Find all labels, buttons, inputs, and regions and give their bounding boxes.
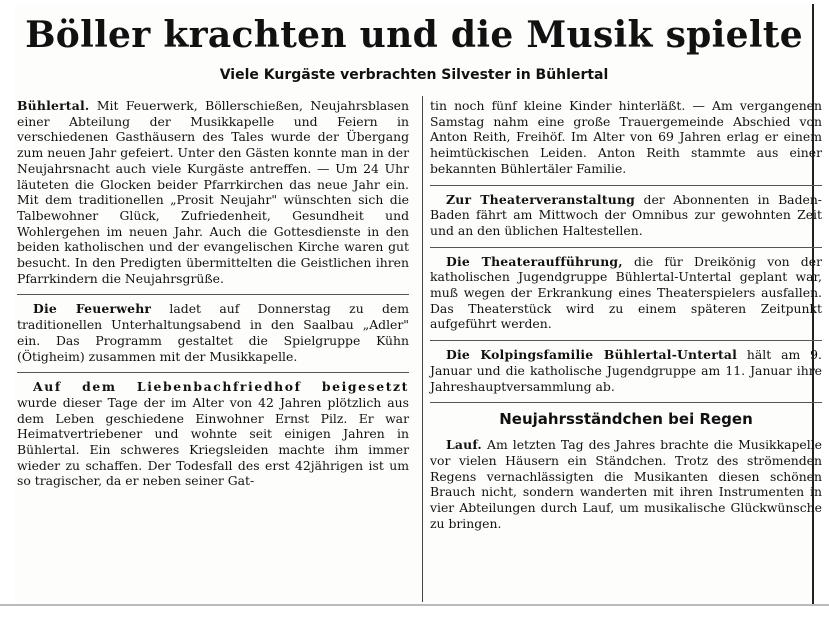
paragraph-text: die für Dreikönig von der katholischen Jugendgruppe Bühlertal-Untertal geplant war, muß wegen der Erkrankung eines Theaterspielers ausfallen. Das Theaterstück wird zu einem späteren Zeitpunkt aufgeführt werden. [430, 253, 822, 332]
paragraph-friedhof [17, 379, 409, 489]
paragraph-rule [17, 372, 409, 373]
paragraph-rule [430, 247, 822, 248]
paragraph-lead: Lauf. [446, 437, 482, 453]
paragraph-rule [17, 294, 409, 295]
paragraph-rule [430, 185, 822, 186]
section-heading: Neujahrsständchen bei Regen [499, 410, 753, 429]
right-column [430, 98, 822, 539]
paragraph-lauf [430, 437, 822, 531]
paragraph-buehlertal [17, 98, 409, 286]
paragraph-rule [430, 340, 822, 341]
paragraph-text: der Abonnenten in Baden-Baden fährt am Mittwoch der Omnibus zur gewohnten Zeit und an den üblichen Haltestellen. [430, 191, 822, 238]
paragraph-feuerwehr [17, 301, 409, 364]
paragraph-text: Am letzten Tag des Jahres brachte die Musikkapelle vor vielen Häusern ein Ständchen. Trotz des strömenden Regens vernachlässigten die Musikanten diesen schönen Brauch nicht, sondern wanderten mit ihren Instrumenten in vier Abteilungen durch Lauf, um musikalische Glückwünsche zu bringen. [430, 437, 822, 531]
left-column [17, 98, 409, 497]
paragraph-continued [430, 98, 822, 177]
paragraph-text: hält am 9. Januar und die katholische Jugendgruppe am 11. Januar ihre Jahreshauptversammlung ab. [430, 347, 822, 394]
paragraph-lead: Bühlertal. [17, 98, 90, 113]
page-bottom-rule [0, 604, 829, 606]
paragraph-text: tin noch fünf kleine Kinder hinterläßt. — Am vergangenen Samstag nahm eine große Trauergemeinde Abschied von Anton Reith, Freihöf. Im Alter von 69 Jahren erlag er einem heimtückischen Leiden. Anton Reith stammte aus einer bekannten Bühlertäler Familie. [430, 98, 822, 176]
paragraph-text: Mit Feuerwerk, Böllerschießen, Neujahrsblasen einer Abteilung der Musikkapelle und Feiern in verschiedenen Gasthäusern des Tales wurde der Übergang zum neuen Jahr gefeiert. Unter den Gästen konnte man in der Neujahrsnacht auch viele Kurgäste antreffen. — Um 24 Uhr läuteten die Glocken beider Pfarrkirchen das neue Jahr ein. Mit dem traditionellen „Prosit Neujahr" wünschten sich die Talbewohner Glück, Zufriedenheit, Gesundheit und Wohlergehen im neuen Jahr. Auch die Gottesdienste in den beiden katholischen und der evangelischen Kirche waren gut besucht. In den Predigten übermittelten die Geistlichen ihren Pfarrkindern die Neujahrsgrüße. [17, 98, 409, 286]
headline: Böller krachten und die Musik spielte [25, 14, 803, 56]
column-divider [422, 96, 423, 602]
paragraph-lead: Zur Theaterveranstaltung [446, 191, 636, 207]
paragraph-lead: Auf dem Liebenbachfriedhof beigesetzt [33, 379, 409, 395]
newspaper-clipping [14, 4, 822, 604]
paragraph-kolpingsfamilie [430, 347, 822, 394]
paragraph-text: wurde dieser Tage der im Alter von 42 Jahren plötzlich aus dem Leben geschiedene Einwohner Ernst Pilz. Er war Heimatvertriebener und wohnte seit einigen Jahren in Bühlertal. Ein schweres Kriegsleiden machte ihm immer wieder zu schaffen. Der Todesfall des erst 42jährigen ist um so tragischer, da er neben seiner Gat- [17, 394, 409, 489]
paragraph-theaterveranstaltung [430, 192, 822, 239]
paragraph-text: ladet auf Donnerstag zu dem traditionellen Unterhaltungsabend in den Saalbau „Adler" ein. Das Programm gestaltet die Spielgruppe Kühn (Ötigheim) zusammen mit der Musikkapelle. [17, 301, 409, 364]
paragraph-theaterauffuehrung [430, 254, 822, 333]
paragraph-lead: Die Kolpingsfamilie Bühlertal-Untertal [446, 347, 738, 363]
paragraph-lead: Die Theateraufführung, [446, 253, 623, 269]
section-rule [430, 402, 822, 403]
paragraph-lead: Die Feuerwehr [33, 301, 152, 317]
subheadline: Viele Kurgäste verbrachten Silvester in Bühlertal [219, 67, 609, 83]
